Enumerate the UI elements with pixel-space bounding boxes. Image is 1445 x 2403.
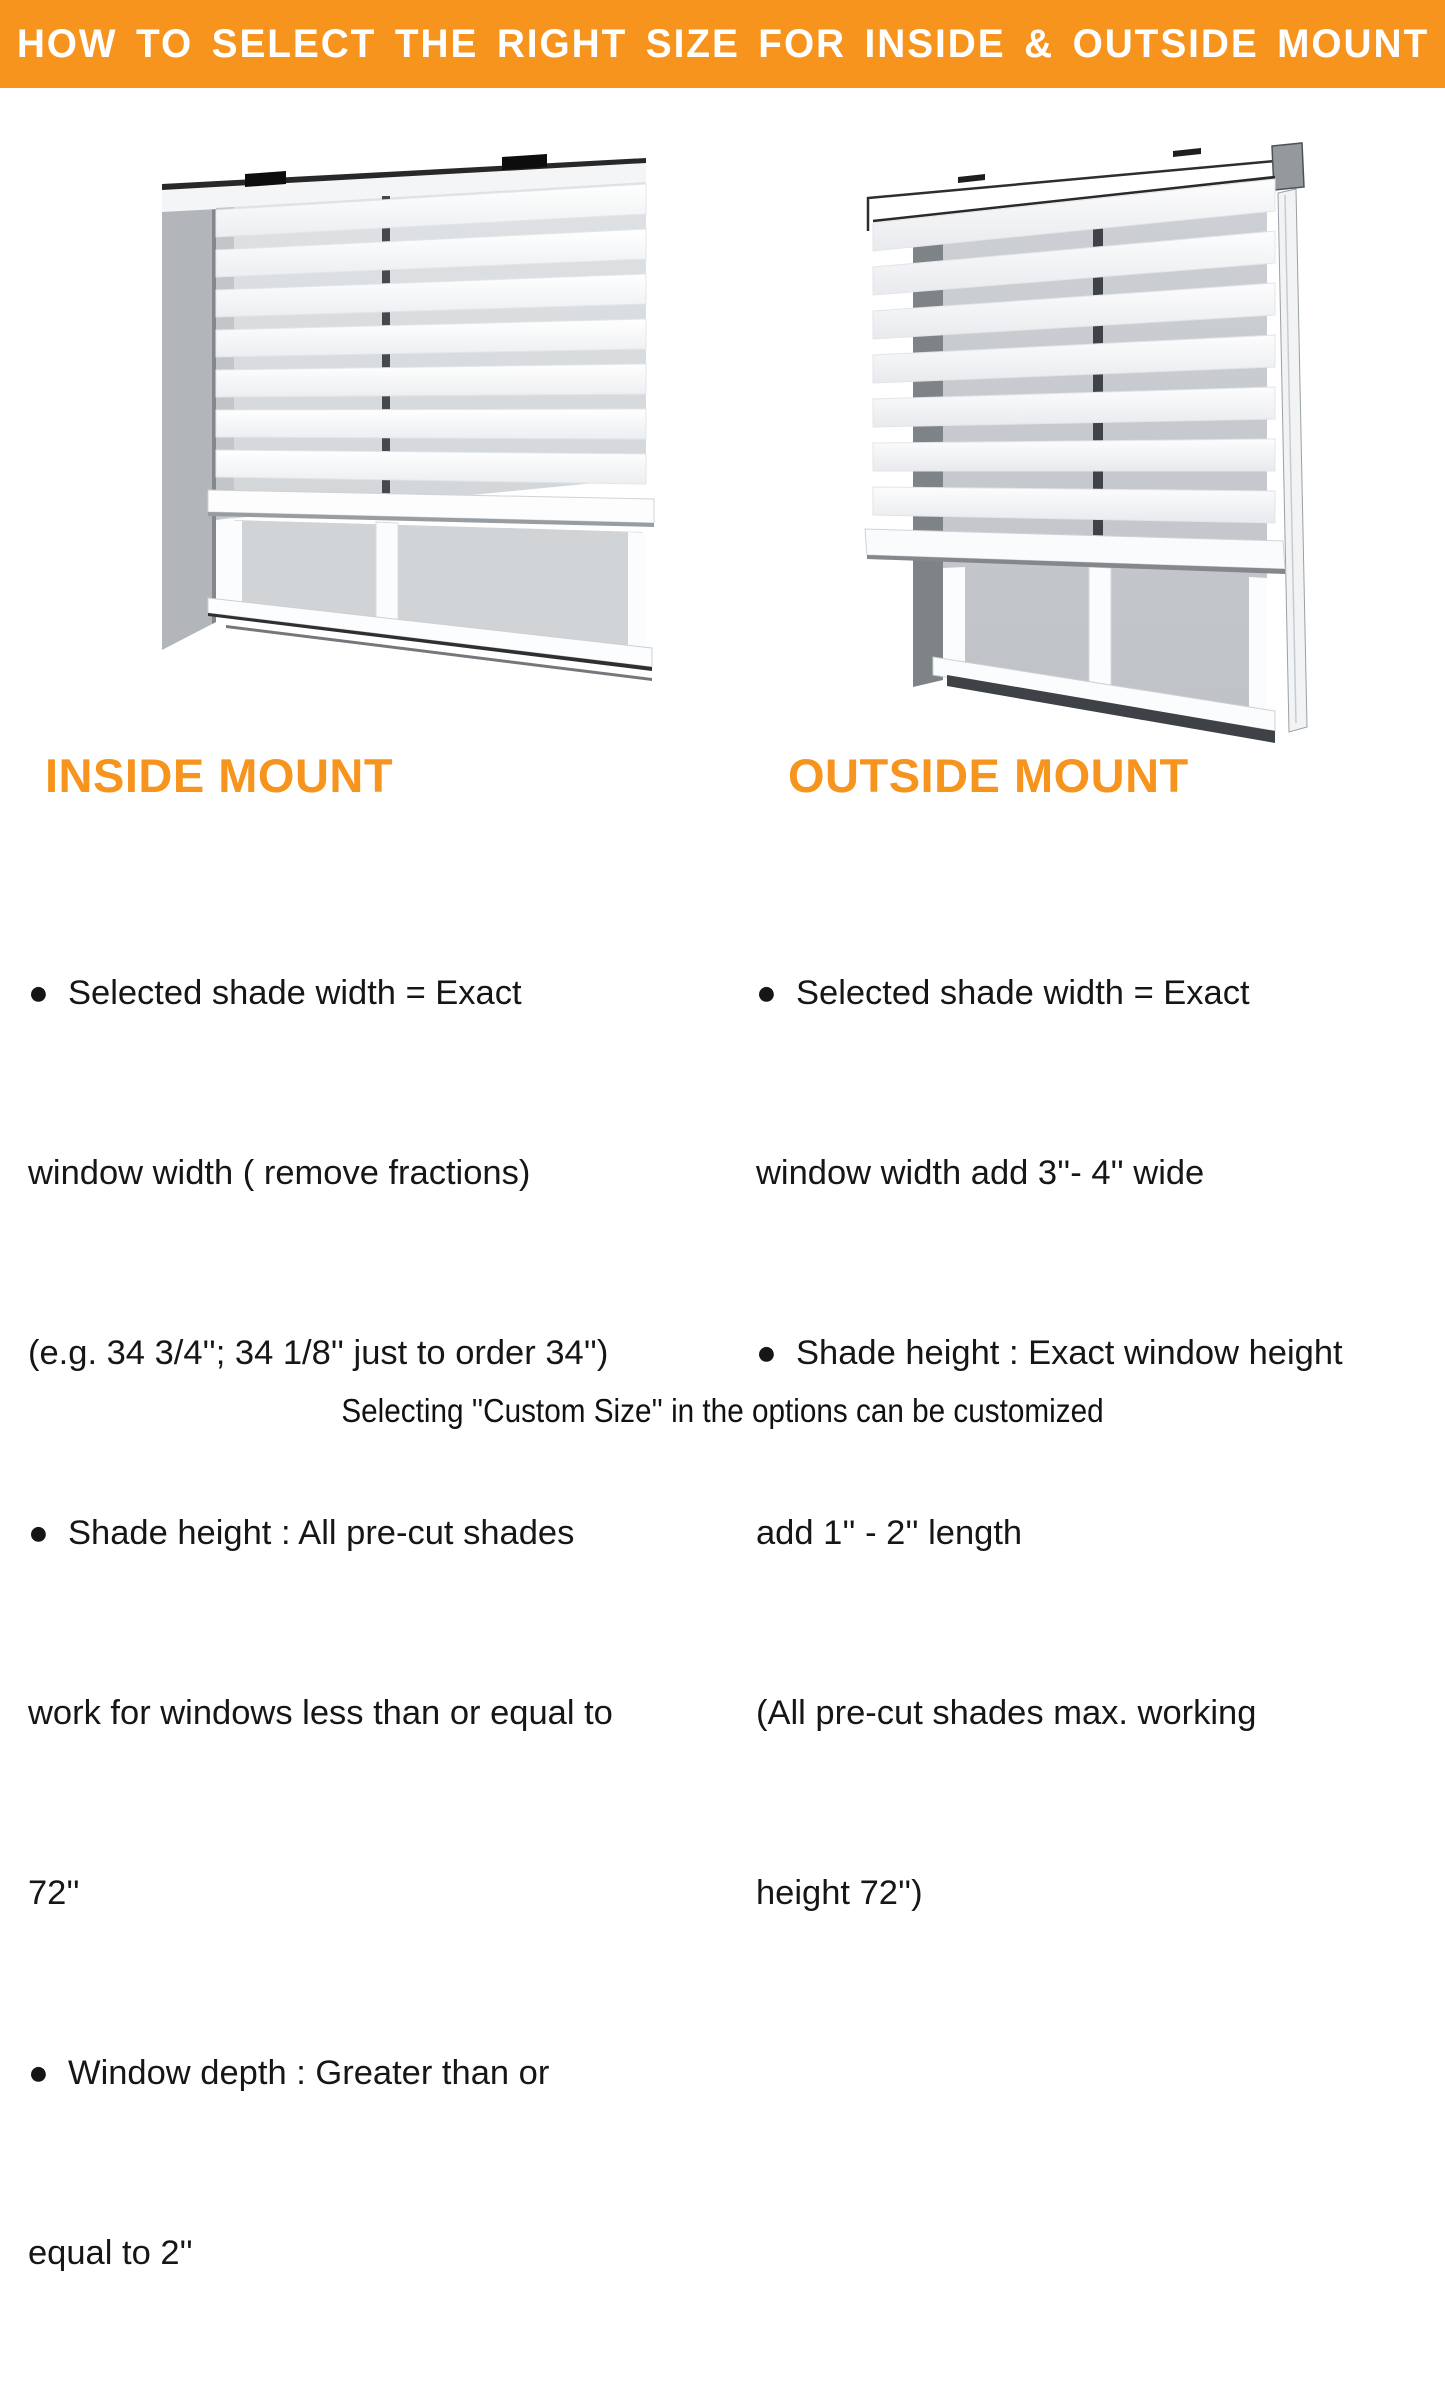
- bullet-line: add 1'' - 2'' length: [756, 1514, 1023, 1552]
- outside-mount-heading: OUTSIDE MOUNT: [788, 749, 1189, 802]
- bullet-line: ● Selected shade width = Exact: [756, 974, 1250, 1012]
- bullet-line: height 72''): [756, 1874, 923, 1912]
- bullet-line: 72'': [28, 1874, 80, 1912]
- bullet-line: ● Selected shade width = Exact: [28, 974, 522, 1012]
- inside-mount-window-illustration: [150, 146, 660, 731]
- outside-mount-text: [756, 843, 1436, 2043]
- bullet-line: (All pre-cut shades max. working: [756, 1694, 1257, 1732]
- bullet-line: window width add 3''- 4'' wide: [756, 1154, 1205, 1192]
- outside-mount-window-illustration: [855, 135, 1325, 765]
- inside-mount-text: [28, 843, 728, 2403]
- bullet-line: work for windows less than or equal to: [28, 1694, 613, 1732]
- custom-size-note: Selecting ''Custom Size'' in the options can be customized: [341, 1392, 1104, 1429]
- bullet-line: (e.g. 34 3/4''; 34 1/8'' just to order 34''): [28, 1334, 609, 1372]
- inside-mount-heading: INSIDE MOUNT: [45, 749, 394, 802]
- bullet-line: ● Shade height : All pre-cut shades: [28, 1514, 575, 1552]
- window-frame-left-board: [162, 186, 216, 650]
- bullet-line: equal to 2'': [28, 2234, 193, 2272]
- banner-title: HOW TO SELECT THE RIGHT SIZE FOR INSIDE & OUTSIDE MOUNT: [16, 21, 1429, 66]
- bullet-line: window width ( remove fractions): [28, 1154, 531, 1192]
- window-lower-panes: [208, 520, 652, 681]
- bullet-line: ● Window depth : Greater than or: [28, 2054, 550, 2092]
- bullet-line: ● Shade height : Exact window height: [756, 1334, 1343, 1372]
- window-frame-right-board: [1278, 189, 1307, 732]
- banner: [0, 0, 1445, 88]
